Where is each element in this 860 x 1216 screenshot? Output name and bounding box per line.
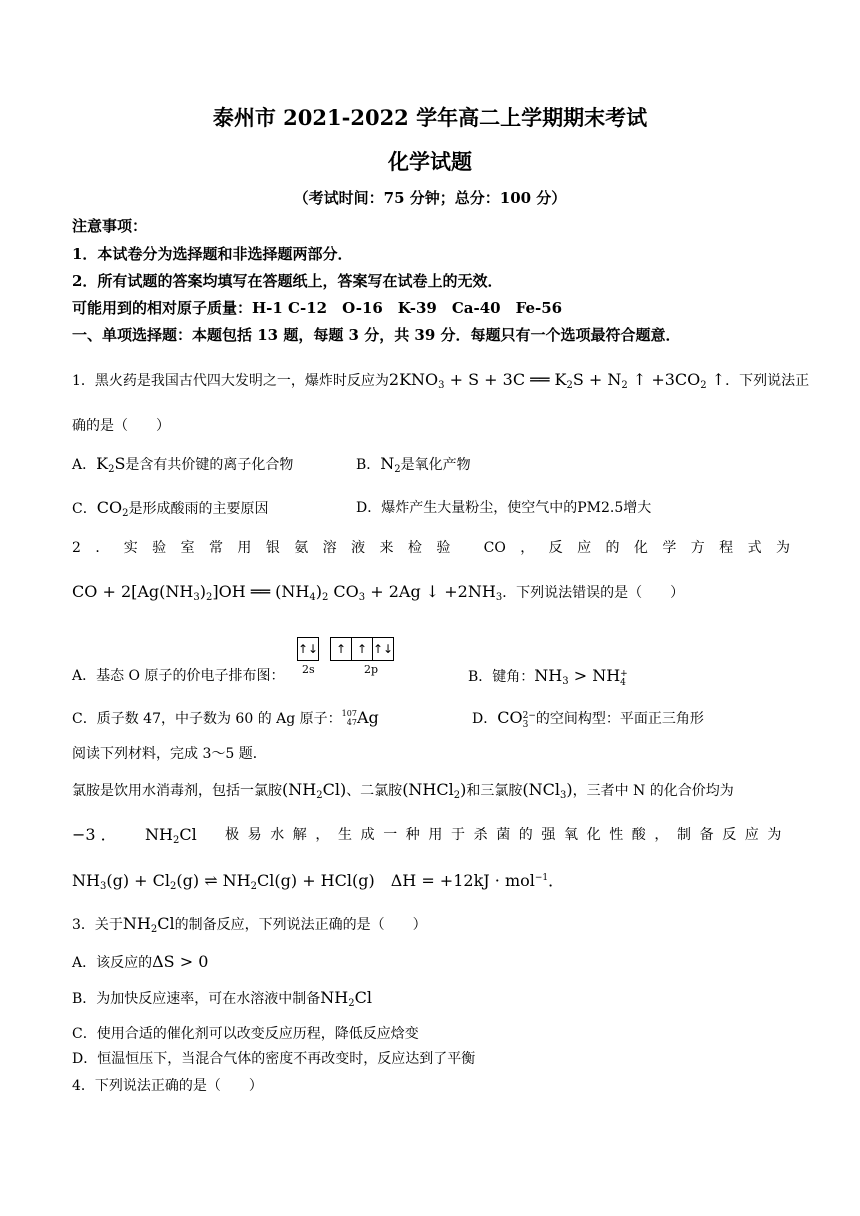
q2-equation: CO + $2[Ag(NH_3)_2]OH$ ══ $(NH_4)_2$ $CO_3 + 2Ag$ ↓ $+2NH_3$．下列说法错误的是（ ） <box>72 582 685 603</box>
reading-para-2: −3 ． $NH_2Cl$ 极易水解，生成一种用于杀菌的强氧化性酸，制备反应为 <box>72 825 790 846</box>
q3-option-b: B．为加快反应速率，可在水溶液中制备$NH_2Cl$ <box>72 988 372 1009</box>
exam-subtitle: 化学试题 <box>388 149 472 174</box>
orbital-box-2s <box>297 637 319 661</box>
q1-stem-cont: 确的是（ ） <box>72 418 170 434</box>
orbital-2s-label: 2s <box>302 663 315 676</box>
q3-option-a: A．该反应的ΔS > 0 <box>72 952 209 971</box>
orbital-2p-2: ↑ <box>351 638 372 660</box>
q2-option-c: C．质子数 47，中子数为 60 的 Ag 原子：107 47Ag <box>72 708 379 727</box>
section1-heading: 一、单项选择题：本题包括 13 题，每题 3 分，共 39 分．每题只有一个选项最符合题意． <box>72 326 681 344</box>
orbital-2p-3: ↑↓ <box>372 638 393 660</box>
exam-title: 泰州市 2021-2022 学年高二上学期期末考试 <box>212 105 648 130</box>
q1-option-b: B．$N_2$是氧化产物 <box>356 454 471 475</box>
q2-option-d: D．CO2− 3 的空间构型：平面正三角形 <box>472 708 704 730</box>
q1-option-a: A．$K_2S$是含有共价键的离子化合物 <box>72 454 294 475</box>
reading-intro: 阅读下列材料，完成 3～5 题． <box>72 746 267 762</box>
atomic-masses: 可能用到的相对原子质量：H-1 C-12 O-16 K-39 Ca-40 Fe-56 <box>72 299 563 317</box>
notes-heading: 注意事项： <box>72 217 148 235</box>
q2-option-b: B．键角：$NH_3 > NH+$ 4 <box>468 666 628 688</box>
orbital-2s-1: ↑↓ <box>298 642 319 656</box>
q2-stem: 2．实验室常用银氨溶液来检验 CO，反应的化学方程式为 <box>72 540 790 556</box>
q1-option-c: C．$CO_2$是形成酸雨的主要原因 <box>72 498 269 519</box>
note-item-1: 1．本试卷分为选择题和非选择题两部分． <box>72 245 353 263</box>
exam-info: （考试时间：75 分钟；总分：100 分） <box>293 189 567 207</box>
q3-stem: 3．关于$NH_2Cl$的制备反应，下列说法正确的是（ ） <box>72 914 427 935</box>
q1-option-d: D．爆炸产生大量粉尘，使空气中的PM2.5增大 <box>356 500 652 516</box>
note-item-2: 2．所有试题的答案均填写在答题纸上，答案写在试卷上的无效． <box>72 272 503 290</box>
q4-stem: 4．下列说法正确的是（ ） <box>72 1078 263 1094</box>
orbital-box-2p <box>330 637 394 661</box>
reading-equation: $NH_3(g) + Cl_2(g)$ ⇌ $NH_2Cl(g) + HCl(g)$ ΔH = +12kJ · mol$^{-1}$． <box>72 871 565 892</box>
q3-option-c: C．使用合适的催化剂可以改变反应历程，降低反应焓变 <box>72 1026 419 1042</box>
q2-option-a: A．基态 O 原子的价电子排布图： <box>72 668 285 684</box>
q3-option-d: D．恒温恒压下，当混合气体的密度不再改变时，反应达到了平衡 <box>72 1051 476 1067</box>
reading-para-1: 氯胺是饮用水消毒剂，包括一氯胺$(NH_2Cl)$、二氯胺(NHCl$_2$)和三氯胺(NCl$_3$)，三者中 N 的化合价均为 <box>72 780 734 801</box>
orbital-2p-label: 2p <box>364 663 379 676</box>
orbital-2p-1: ↑ <box>335 642 347 656</box>
q1-stem: 1．黑火药是我国古代四大发明之一，爆炸时反应为$2KNO_3 + S + 3C$ ══ $K_2S + N_2$ ↑ $+3CO_2$ ↑．下列说法正 <box>72 370 810 391</box>
